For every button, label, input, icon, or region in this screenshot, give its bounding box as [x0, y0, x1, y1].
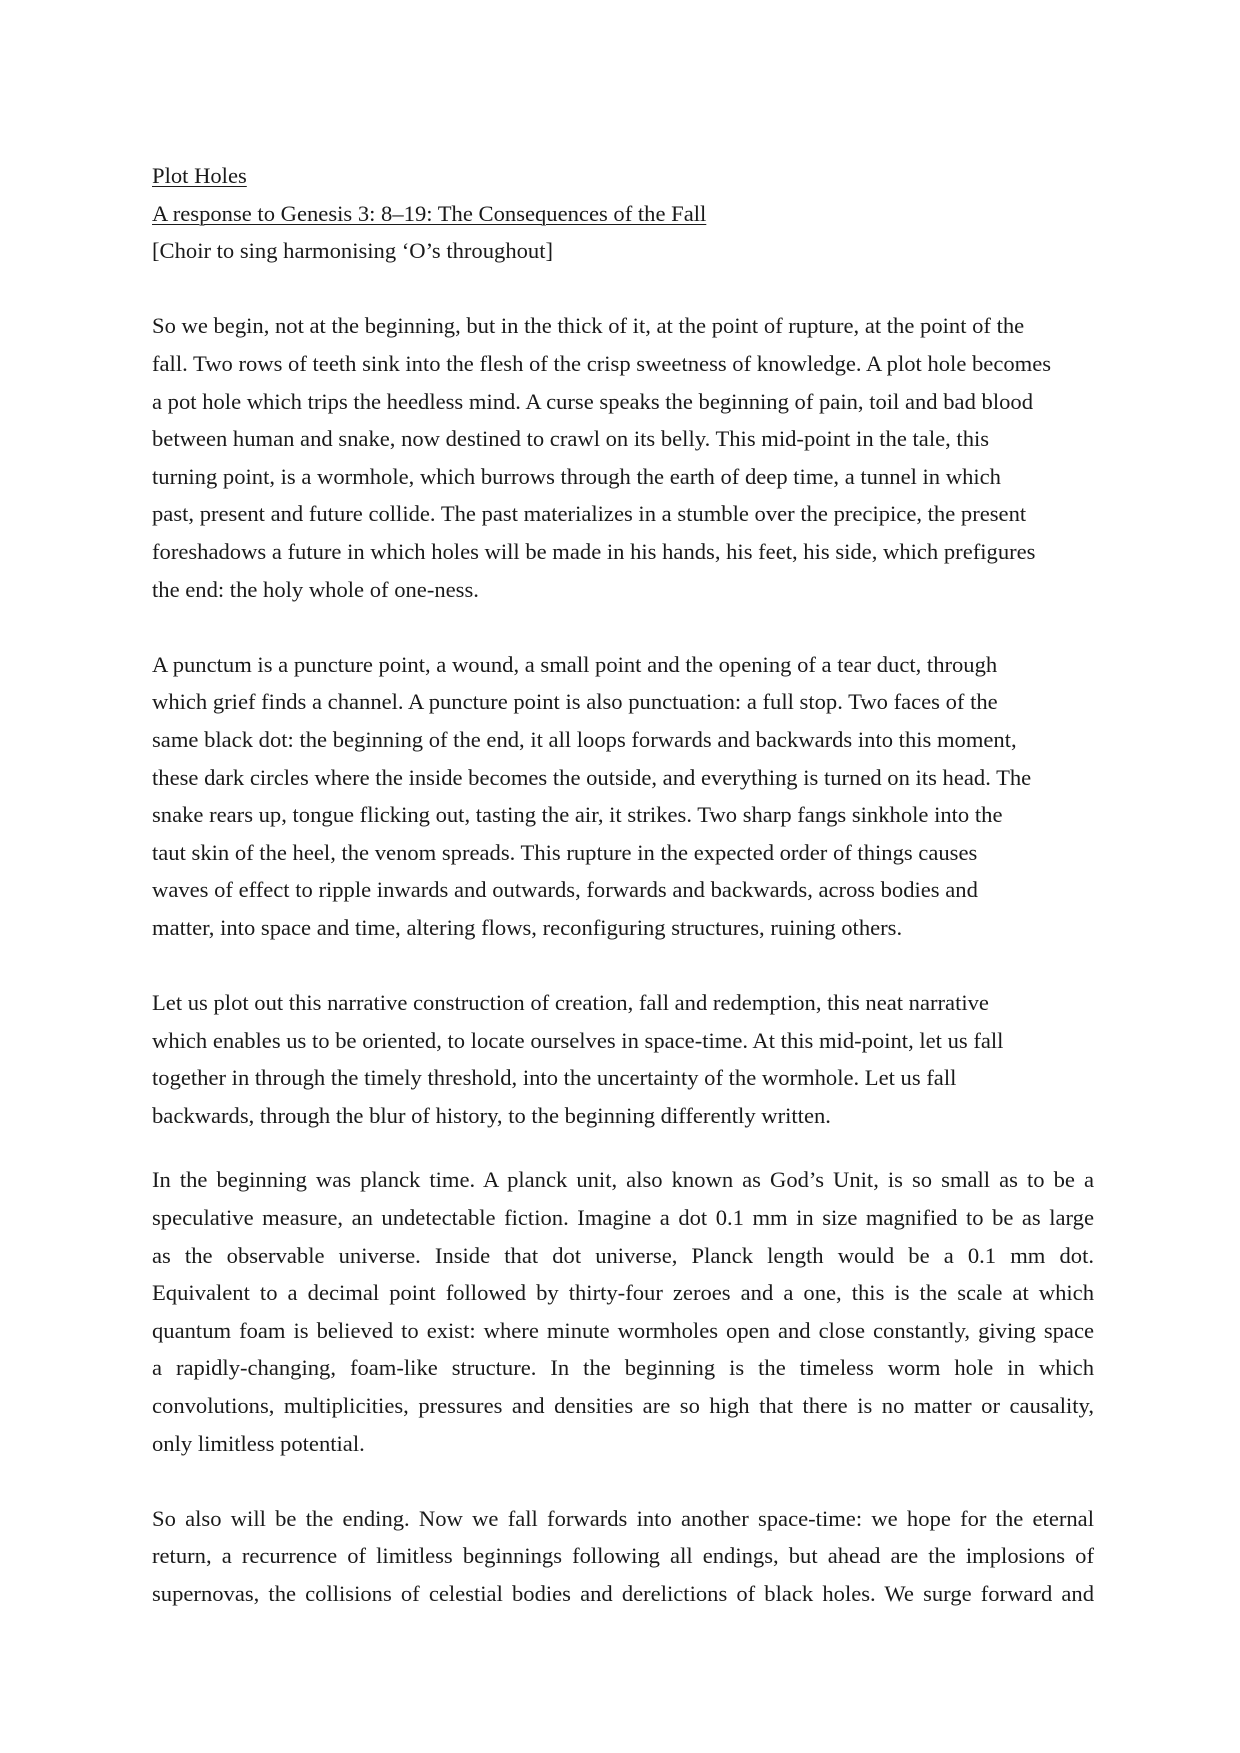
paragraph-line: Equivalent to a decimal point followed by thirty-four zeroes and a one, this is the scale at which	[152, 1280, 1094, 1306]
paragraph-line: foreshadows a future in which holes will be made in his hands, his feet, his side, which prefigures	[152, 538, 1036, 564]
paragraph-line: fall. Two rows of teeth sink into the flesh of the crisp sweetness of knowledge. A plot hole becomes	[152, 350, 1052, 376]
paragraph-5	[152, 1500, 1094, 1613]
paragraph-line: snake rears up, tongue flicking out, tasting the air, it strikes. Two sharp fangs sinkhole into the	[152, 802, 1003, 828]
paragraph-line: past, present and future collide. The past materializes in a stumble over the precipice, the present	[152, 501, 1027, 527]
paragraph-line: only limitless potential.	[152, 1430, 365, 1456]
paragraph-line: which enables us to be oriented, to locate ourselves in space-time. At this mid-point, let us fall	[152, 1027, 1004, 1053]
paragraph-line: together in through the timely threshold, into the uncertainty of the wormhole. Let us fall	[152, 1065, 957, 1091]
paragraph-line: waves of effect to ripple inwards and outwards, forwards and backwards, across bodies and	[152, 877, 978, 903]
document-note: [Choir to sing harmonising ‘O’s throughout]	[152, 238, 554, 264]
paragraph-line: backwards, through the blur of history, to the beginning differently written.	[152, 1102, 831, 1128]
paragraph-1	[152, 307, 1094, 608]
document-subtitle: A response to Genesis 3: 8–19: The Consequences of the Fall	[152, 200, 707, 226]
paragraph-line: matter, into space and time, altering flows, reconfiguring structures, ruining others.	[152, 914, 903, 940]
paragraph-line: So also will be the ending. Now we fall forwards into another space-time: we hope for the eternal	[152, 1505, 1094, 1531]
paragraph-line: quantum foam is believed to exist: where minute wormholes open and close constantly, giving space	[152, 1317, 1094, 1343]
paragraph-line: same black dot: the beginning of the end, it all loops forwards and backwards into this moment,	[152, 726, 1017, 752]
paragraph-line: as the observable universe. Inside that dot universe, Planck length would be a 0.1 mm dot.	[152, 1242, 1094, 1268]
paragraph-line: a pot hole which trips the heedless mind. A curse speaks the beginning of pain, toil and bad blood	[152, 388, 1033, 414]
paragraph-line: supernovas, the collisions of celestial bodies and derelictions of black holes. We surge forward and	[152, 1580, 1094, 1606]
paragraph-line: taut skin of the heel, the venom spreads. This rupture in the expected order of things causes	[152, 839, 978, 865]
paragraph-line: A punctum is a puncture point, a wound, a small point and the opening of a tear duct, through	[152, 651, 998, 677]
paragraph-4	[152, 1161, 1094, 1462]
paragraph-3	[152, 984, 1094, 1134]
paragraph-line: a rapidly-changing, foam-like structure. In the beginning is the timeless worm hole in which	[152, 1355, 1094, 1381]
paragraph-line: So we begin, not at the beginning, but in the thick of it, at the point of rupture, at the point of the	[152, 313, 1025, 339]
paragraph-line: between human and snake, now destined to crawl on its belly. This mid-point in the tale, this	[152, 426, 990, 452]
document-body	[152, 157, 1094, 1613]
paragraph-line: speculative measure, an undetectable fiction. Imagine a dot 0.1 mm in size magnified to be as large	[152, 1205, 1094, 1231]
paragraph-line: which grief finds a channel. A puncture point is also punctuation: a full stop. Two faces of the	[152, 689, 998, 715]
paragraph-line: return, a recurrence of limitless beginnings following all endings, but ahead are the implosions of	[152, 1543, 1094, 1569]
paragraph-line: In the beginning was planck time. A planck unit, also known as God’s Unit, is so small as to be a	[152, 1167, 1094, 1193]
paragraph-2	[152, 646, 1094, 947]
paragraph-line: turning point, is a wormhole, which burrows through the earth of deep time, a tunnel in which	[152, 463, 1001, 489]
paragraph-line: Let us plot out this narrative construction of creation, fall and redemption, this neat narrative	[152, 990, 989, 1016]
paragraph-line: convolutions, multiplicities, pressures and densities are so high that there is no matter or causality,	[152, 1393, 1094, 1418]
document-title: Plot Holes	[152, 163, 247, 188]
paragraph-line: the end: the holy whole of one-ness.	[152, 576, 479, 602]
paragraph-line: these dark circles where the inside becomes the outside, and everything is turned on its head. The	[152, 764, 1032, 790]
